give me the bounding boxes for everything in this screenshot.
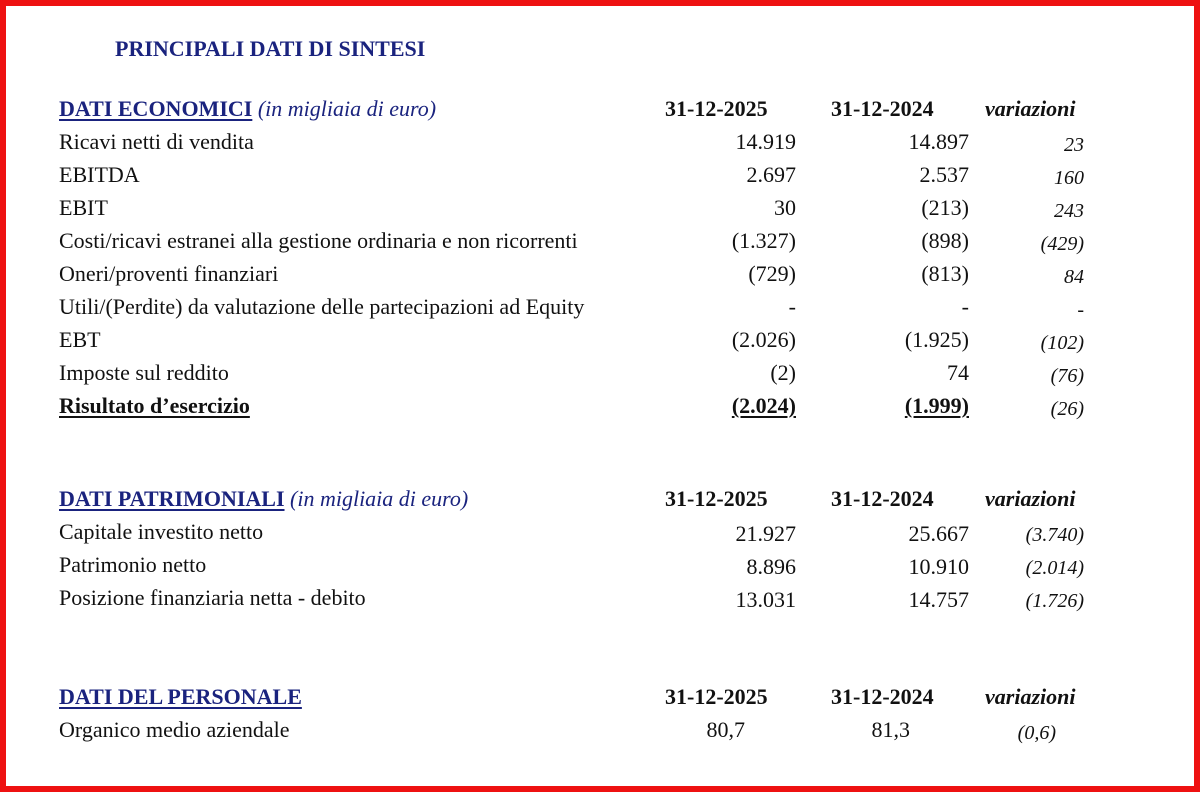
row-label: Oneri/proventi finanziari [59,261,279,286]
section-unit-note: (in migliaia di euro) [284,486,469,511]
column-header-2024: 31-12-2024 [831,486,934,511]
value-2024: 25.667 [908,521,969,546]
value-variazione: (102) [1040,332,1084,354]
value-2024: (213) [921,195,969,220]
value-variazione: (3.740) [1025,524,1084,546]
value-2025: (2) [770,360,796,385]
row-label: EBT [59,327,101,352]
value-2024: (813) [921,261,969,286]
value-variazione: (26) [1050,398,1084,420]
row-label: Organico medio aziendale [59,717,290,742]
column-header-2025: 31-12-2025 [665,96,768,121]
row-label: Ricavi netti di vendita [59,129,254,154]
column-header-variazioni: variazioni [985,684,1076,709]
row-label: Utili/(Perdite) da valutazione delle partecipazioni ad Equity [59,294,585,319]
page-title: PRINCIPALI DATI DI SINTESI [115,36,426,61]
row-label: Costi/ricavi estranei alla gestione ordinaria e non ricorrenti [59,228,578,253]
value-2025: 8.896 [746,554,796,579]
value-variazione: 23 [1064,134,1084,156]
value-variazione: 243 [1054,200,1084,222]
row-label: Capitale investito netto [59,519,264,544]
value-2025: 2.697 [746,162,796,187]
value-variazione: (1.726) [1025,590,1084,612]
value-2024: 81,3 [871,717,910,742]
value-2024: (1.925) [904,327,969,352]
value-2025: 30 [774,195,796,220]
value-variazione: 160 [1054,167,1084,189]
section-heading-text: DATI DEL PERSONALE [59,684,302,709]
row-label-total: Risultato d’esercizio [59,393,250,418]
value-variazione: (2.014) [1025,557,1084,579]
value-2025: 14.919 [735,129,796,154]
column-header-variazioni: variazioni [985,96,1076,121]
value-2025-total: (2.024) [731,393,796,418]
section-heading-economici [59,96,436,122]
section-heading-patrimoniali [59,486,468,512]
column-header-2024: 31-12-2024 [831,96,934,121]
section-heading-text: DATI ECONOMICI [59,96,253,121]
value-2024: 14.757 [908,587,969,612]
value-2024: 10.910 [908,554,969,579]
value-variazione: 84 [1064,266,1084,288]
value-2024: 2.537 [919,162,969,187]
value-2025: 13.031 [735,587,796,612]
value-2025: 80,7 [706,717,745,742]
value-2025: (1.327) [731,228,796,253]
value-2024: 14.897 [908,129,969,154]
row-label: EBITDA [59,162,140,187]
value-variazione: (0,6) [1017,722,1056,744]
value-variazione: (76) [1050,365,1084,387]
section-heading-text: DATI PATRIMONIALI [59,486,285,511]
section-heading-personale [59,684,302,710]
row-label: Imposte sul reddito [59,360,229,385]
value-2025: 21.927 [735,521,796,546]
value-2025: (729) [748,261,796,286]
value-2024: 74 [947,360,969,385]
value-2025: - [788,294,796,319]
column-header-2024: 31-12-2024 [831,684,934,709]
value-variazione: - [1077,299,1084,321]
value-2024: (898) [921,228,969,253]
value-2025: (2.026) [731,327,796,352]
value-2024: - [961,294,969,319]
row-label: Patrimonio netto [59,552,207,577]
row-label: Posizione finanziaria netta - debito [59,585,366,610]
column-header-2025: 31-12-2025 [665,684,768,709]
value-2024-total: (1.999) [904,393,969,418]
section-unit-note: (in migliaia di euro) [252,96,437,121]
column-header-2025: 31-12-2025 [665,486,768,511]
row-label: EBIT [59,195,108,220]
value-variazione: (429) [1040,233,1084,255]
column-header-variazioni: variazioni [985,486,1076,511]
